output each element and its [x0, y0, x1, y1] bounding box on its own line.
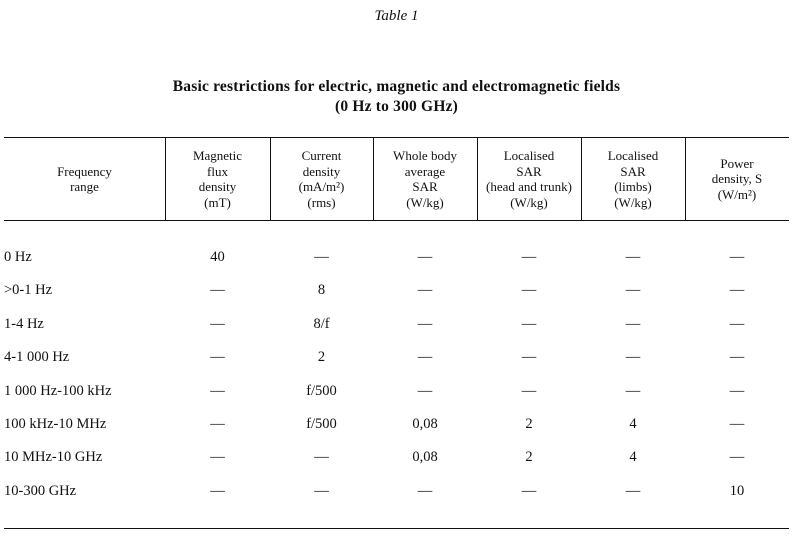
header-magnetic-flux-density: Magnetic flux density (mT) [192, 148, 243, 210]
cell-power-density: — [729, 316, 745, 332]
cell-magnetic-flux: — [210, 349, 225, 365]
cell-localised-sar-limbs: — [625, 349, 641, 365]
cell-whole-body-sar: — [417, 282, 433, 298]
cell-localised-sar-limbs: 4 [629, 449, 637, 465]
cell-localised-sar-head-trunk: — [521, 349, 537, 365]
table-title-line-1: Basic restrictions for electric, magnetic and electromagnetic fields [172, 78, 621, 95]
cell-power-density: 10 [729, 483, 745, 499]
table-row [4, 378, 789, 404]
cell-magnetic-flux: — [210, 383, 225, 399]
cell-power-density: — [729, 249, 745, 265]
cell-magnetic-flux: — [210, 282, 225, 298]
cell-frequency: 10 MHz-10 GHz [4, 449, 103, 465]
table-row [4, 244, 789, 270]
table-caption: Table 1 [374, 8, 419, 24]
cell-magnetic-flux: — [210, 416, 225, 432]
cell-current-density: 8 [317, 282, 326, 298]
table-row [4, 444, 789, 470]
cell-localised-sar-limbs: — [625, 383, 641, 399]
cell-localised-sar-head-trunk: — [521, 249, 537, 265]
header-whole-body-sar: Whole body average SAR (W/kg) [393, 148, 457, 210]
cell-power-density: — [729, 349, 745, 365]
cell-localised-sar-head-trunk: — [521, 282, 537, 298]
cell-frequency: 1-4 Hz [4, 316, 44, 332]
cell-localised-sar-head-trunk: — [521, 383, 537, 399]
cell-frequency: 4-1 000 Hz [4, 349, 70, 365]
cell-localised-sar-head-trunk: — [521, 483, 537, 499]
cell-magnetic-flux: 40 [210, 249, 225, 265]
table-bottom-rule [4, 528, 789, 529]
table-row [4, 478, 789, 504]
header-frequency-range: Frequency range [57, 163, 112, 194]
table-row [4, 277, 789, 303]
table-header-rule [4, 220, 789, 221]
cell-current-density: — [314, 449, 329, 465]
table-title-line-2: (0 Hz to 300 GHz) [334, 98, 459, 115]
cell-magnetic-flux: — [210, 449, 225, 465]
table-row [4, 411, 789, 437]
cell-frequency: 0 Hz [4, 249, 32, 265]
table-title [0, 77, 793, 117]
cell-whole-body-sar: — [417, 316, 433, 332]
cell-power-density: — [729, 383, 745, 399]
cell-localised-sar-head-trunk: 2 [525, 449, 533, 465]
header-power-density: Power density, S (W/m²) [711, 155, 763, 202]
cell-localised-sar-limbs: — [625, 316, 641, 332]
cell-localised-sar-head-trunk: 2 [525, 416, 533, 432]
cell-whole-body-sar: — [417, 349, 433, 365]
cell-whole-body-sar: 0,08 [412, 416, 438, 432]
cell-localised-sar-limbs: — [625, 282, 641, 298]
header-localised-sar-head-trunk: Localised SAR (head and trunk) (W/kg) [486, 148, 572, 210]
cell-current-density: f/500 [306, 416, 337, 432]
cell-localised-sar-limbs: 4 [629, 416, 637, 432]
cell-magnetic-flux: — [210, 483, 225, 499]
cell-current-density: — [314, 249, 329, 265]
cell-power-density: — [729, 449, 745, 465]
cell-current-density: — [314, 483, 329, 499]
header-localised-sar-limbs: Localised SAR (limbs) (W/kg) [607, 148, 659, 210]
cell-whole-body-sar: 0,08 [412, 449, 438, 465]
cell-current-density: f/500 [306, 383, 337, 399]
cell-current-density: 8/f [313, 316, 330, 332]
cell-localised-sar-limbs: — [625, 483, 641, 499]
cell-frequency: 1 000 Hz-100 kHz [4, 383, 112, 399]
cell-whole-body-sar: — [417, 483, 433, 499]
cell-frequency: 100 kHz-10 MHz [4, 416, 107, 432]
cell-localised-sar-limbs: — [625, 249, 641, 265]
cell-power-density: — [729, 416, 745, 432]
cell-localised-sar-head-trunk: — [521, 316, 537, 332]
cell-frequency: 10-300 GHz [4, 483, 77, 499]
table-row [4, 311, 789, 337]
header-current-density: Current density (mA/m²) (rms) [298, 148, 345, 210]
cell-magnetic-flux: — [210, 316, 225, 332]
cell-power-density: — [729, 282, 745, 298]
cell-frequency: >0-1 Hz [4, 282, 53, 298]
cell-whole-body-sar: — [417, 249, 433, 265]
cell-current-density: 2 [317, 349, 326, 365]
table-row [4, 344, 789, 370]
cell-whole-body-sar: — [417, 383, 433, 399]
